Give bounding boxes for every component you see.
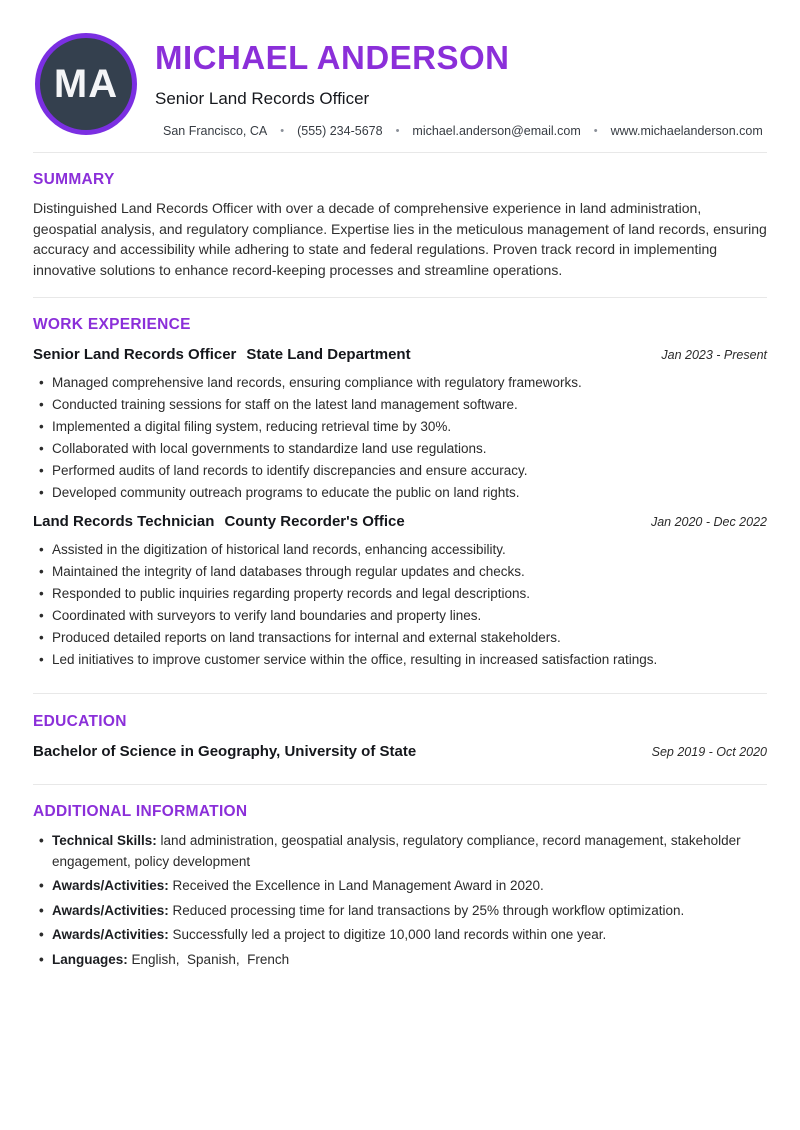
section-divider (33, 152, 767, 153)
avatar (35, 33, 137, 135)
job-company: County Recorder's Office (224, 513, 405, 530)
job-title-group (33, 513, 405, 530)
info-label: Awards/Activities: (52, 927, 169, 942)
info-item (33, 876, 745, 897)
info-item (33, 950, 745, 971)
info-label: Awards/Activities: (52, 902, 169, 918)
contact-website[interactable]: www.michaelanderson.com (610, 124, 763, 138)
job-bullet: • Developed community outreach programs to educate the public on land rights. (33, 482, 767, 504)
job-bullet: • Led initiatives to improve customer service within the office, resulting in increased satisfaction ratings. (33, 649, 767, 671)
info-item (33, 901, 745, 922)
job-title-group (33, 346, 411, 363)
info-label: Technical Skills: (52, 833, 157, 848)
info-text: Received the Excellence in Land Management Award in 2020. (168, 878, 544, 893)
info-text: land administration, geospatial analysis, regulatory compliance, record management, stakeholder engagement, policy development (52, 833, 745, 869)
summary-text: Distinguished Land Records Officer with over a decade of comprehensive experience in land administration, geospatial analysis, and regulatory compliance. Expertise lies in the meticulous management of land records, ensuring accuracy and accessibility while adhering to state and federal regulations. Proven track record in implementing innovative solutions to enhance record-keeping processes and streamline operations. (33, 200, 767, 278)
education-section (0, 713, 800, 760)
info-text: Successfully led a project to digitize 10,000 land records within one year. (168, 927, 607, 942)
job-header (33, 346, 767, 363)
work-experience-heading: WORK EXPERIENCE (33, 316, 191, 333)
education-entry (33, 743, 767, 760)
job-bullet-list (33, 372, 767, 504)
info-item (33, 831, 745, 872)
education-heading: EDUCATION (33, 713, 127, 730)
work-experience-section (0, 316, 800, 693)
job-entry (33, 346, 767, 504)
job-title: Senior Land Records Officer (33, 346, 237, 363)
job-bullet: • Managed comprehensive land records, ensuring compliance with regulatory frameworks. (33, 372, 767, 394)
job-bullet: • Coordinated with surveyors to verify land boundaries and property lines. (33, 605, 767, 627)
info-item (33, 925, 745, 946)
job-bullet: • Maintained the integrity of land databases through regular updates and checks. (33, 561, 767, 583)
job-bullet: • Produced detailed reports on land transactions for internal and external stakeholders. (33, 627, 767, 649)
job-header (33, 513, 767, 530)
job-bullet: • Assisted in the digitization of historical land records, enhancing accessibility. (33, 539, 767, 561)
contact-separator-dot: • (593, 124, 598, 137)
job-dates: Jan 2020 - Dec 2022 (650, 515, 767, 529)
contact-phone: (555) 234-5678 (297, 124, 383, 138)
job-bullet-list (33, 539, 767, 671)
job-bullet: • Performed audits of land records to identify discrepancies and ensure accuracy. (33, 460, 767, 482)
avatar-initials: MA (53, 61, 119, 106)
job-bullet: • Collaborated with local governments to standardize land use regulations. (33, 438, 767, 460)
info-list (33, 831, 767, 970)
contact-location: San Francisco, CA (163, 124, 268, 138)
education-dates: Sep 2019 - Oct 2020 (651, 745, 767, 759)
job-title: Land Records Technician (33, 513, 215, 530)
additional-information-heading: ADDITIONAL INFORMATION (33, 803, 248, 820)
job-entry (33, 513, 767, 671)
contact-separator-dot: • (395, 124, 400, 137)
summary-section (0, 171, 800, 280)
job-bullet: • Conducted training sessions for staff on the latest land management software. (33, 394, 767, 416)
candidate-title: Senior Land Records Officer (155, 89, 370, 108)
education-degree: Bachelor of Science in Geography, University of State (33, 743, 417, 760)
additional-information-section (0, 803, 800, 970)
info-text: English, Spanish, French (127, 951, 290, 967)
info-text: Reduced processing time for land transactions by 25% through workflow optimization. (168, 902, 685, 918)
job-company: State Land Department (246, 346, 411, 363)
contact-separator-dot: • (280, 124, 285, 137)
summary-heading: SUMMARY (33, 171, 115, 188)
info-label: Languages: (52, 951, 128, 967)
job-bullet: • Implemented a digital filing system, reducing retrieval time by 30%. (33, 416, 767, 438)
section-divider (33, 784, 767, 785)
contact-email[interactable]: michael.anderson@email.com (412, 124, 581, 138)
resume-header (0, 0, 800, 138)
job-bullet: • Responded to public inquiries regarding property records and legal descriptions. (33, 583, 767, 605)
section-divider (33, 297, 767, 298)
header-text (155, 33, 763, 138)
candidate-name: MICHAEL ANDERSON (155, 39, 510, 76)
job-dates: Jan 2023 - Present (661, 348, 767, 362)
contact-info (163, 124, 763, 138)
info-label: Awards/Activities: (52, 878, 169, 893)
section-divider (33, 693, 767, 694)
